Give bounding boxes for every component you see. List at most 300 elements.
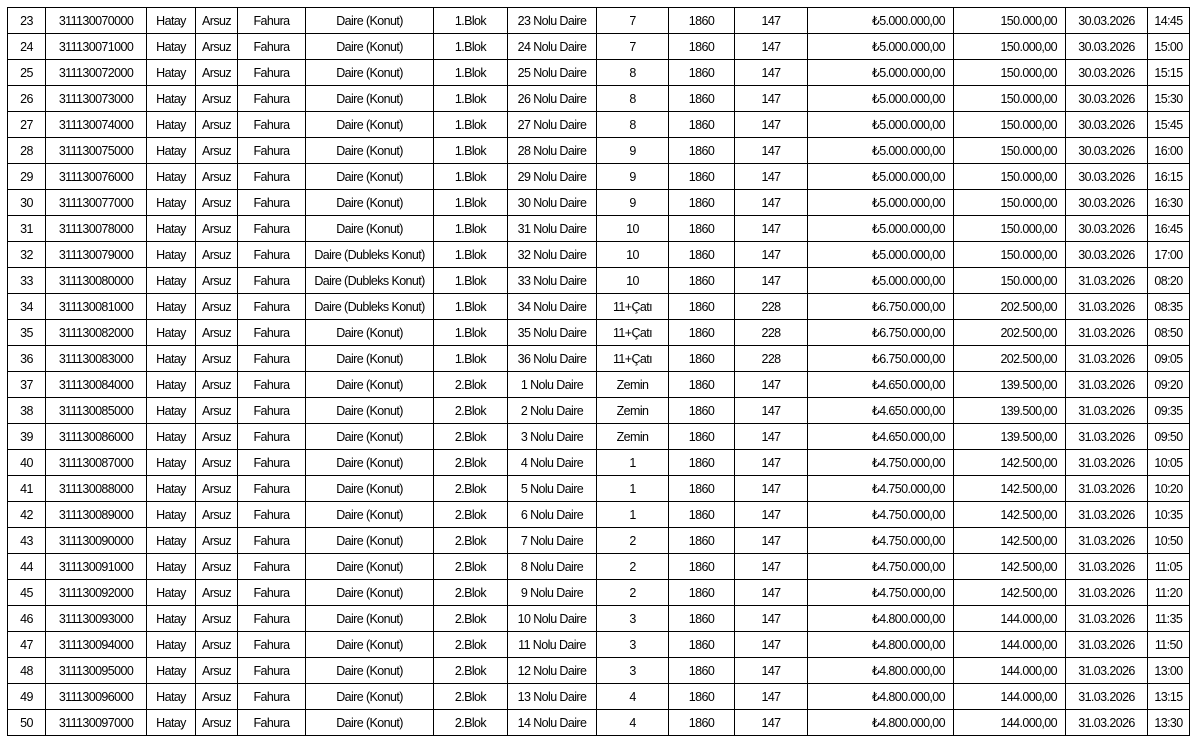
date-cell: 31.03.2026: [1066, 346, 1148, 372]
parcel-cell: 1860: [669, 268, 735, 294]
parcel-id-cell: 311130085000: [46, 398, 147, 424]
province-cell: Hatay: [147, 632, 196, 658]
deposit-cell: 139.500,00: [954, 398, 1066, 424]
parcel-cell: 1860: [669, 216, 735, 242]
price-cell: ₺4.750.000,00: [808, 528, 954, 554]
price-cell: ₺5.000.000,00: [808, 112, 954, 138]
floor-cell: Zemin: [597, 398, 669, 424]
district-cell: Arsuz: [196, 684, 238, 710]
property-type-cell: Daire (Konut): [306, 554, 434, 580]
parcel-id-cell: 311130095000: [46, 658, 147, 684]
price-cell: ₺5.000.000,00: [808, 60, 954, 86]
neighborhood-cell: Fahura: [238, 138, 306, 164]
parcel-id-cell: 311130096000: [46, 684, 147, 710]
time-cell: 09:50: [1148, 424, 1190, 450]
floor-cell: 8: [597, 112, 669, 138]
property-type-cell: Daire (Konut): [306, 528, 434, 554]
district-cell: Arsuz: [196, 60, 238, 86]
deposit-cell: 144.000,00: [954, 658, 1066, 684]
row-number-cell: 42: [8, 502, 46, 528]
province-cell: Hatay: [147, 528, 196, 554]
parcel-id-cell: 311130083000: [46, 346, 147, 372]
time-cell: 11:50: [1148, 632, 1190, 658]
row-number-cell: 24: [8, 34, 46, 60]
unit-cell: 35 Nolu Daire: [508, 320, 597, 346]
floor-cell: 4: [597, 684, 669, 710]
date-cell: 31.03.2026: [1066, 632, 1148, 658]
date-cell: 31.03.2026: [1066, 554, 1148, 580]
time-cell: 13:30: [1148, 710, 1190, 736]
price-cell: ₺4.800.000,00: [808, 606, 954, 632]
parcel-cell: 1860: [669, 450, 735, 476]
unit-cell: 5 Nolu Daire: [508, 476, 597, 502]
row-number-cell: 23: [8, 8, 46, 34]
province-cell: Hatay: [147, 216, 196, 242]
price-cell: ₺6.750.000,00: [808, 294, 954, 320]
property-type-cell: Daire (Konut): [306, 372, 434, 398]
parcel-id-cell: 311130086000: [46, 424, 147, 450]
deposit-cell: 150.000,00: [954, 164, 1066, 190]
floor-cell: 4: [597, 710, 669, 736]
block-cell: 1.Blok: [434, 138, 508, 164]
auction-table-container: [7, 7, 1189, 736]
deposit-cell: 150.000,00: [954, 216, 1066, 242]
row-number-cell: 29: [8, 164, 46, 190]
property-auction-table: [7, 7, 1190, 736]
floor-cell: 9: [597, 190, 669, 216]
time-cell: 09:20: [1148, 372, 1190, 398]
area-cell: 147: [735, 476, 808, 502]
property-type-cell: Daire (Konut): [306, 424, 434, 450]
district-cell: Arsuz: [196, 294, 238, 320]
neighborhood-cell: Fahura: [238, 710, 306, 736]
area-cell: 147: [735, 268, 808, 294]
neighborhood-cell: Fahura: [238, 190, 306, 216]
neighborhood-cell: Fahura: [238, 450, 306, 476]
province-cell: Hatay: [147, 502, 196, 528]
price-cell: ₺5.000.000,00: [808, 242, 954, 268]
block-cell: 2.Blok: [434, 476, 508, 502]
table-row: [8, 580, 1190, 606]
row-number-cell: 45: [8, 580, 46, 606]
floor-cell: 7: [597, 8, 669, 34]
deposit-cell: 144.000,00: [954, 632, 1066, 658]
property-type-cell: Daire (Konut): [306, 190, 434, 216]
parcel-cell: 1860: [669, 242, 735, 268]
unit-cell: 31 Nolu Daire: [508, 216, 597, 242]
area-cell: 147: [735, 138, 808, 164]
row-number-cell: 46: [8, 606, 46, 632]
time-cell: 15:00: [1148, 34, 1190, 60]
neighborhood-cell: Fahura: [238, 216, 306, 242]
unit-cell: 2 Nolu Daire: [508, 398, 597, 424]
block-cell: 2.Blok: [434, 658, 508, 684]
date-cell: 31.03.2026: [1066, 476, 1148, 502]
province-cell: Hatay: [147, 294, 196, 320]
property-type-cell: Daire (Dubleks Konut): [306, 294, 434, 320]
row-number-cell: 33: [8, 268, 46, 294]
floor-cell: 8: [597, 86, 669, 112]
area-cell: 147: [735, 86, 808, 112]
time-cell: 16:00: [1148, 138, 1190, 164]
price-cell: ₺4.800.000,00: [808, 658, 954, 684]
price-cell: ₺4.650.000,00: [808, 424, 954, 450]
table-row: [8, 294, 1190, 320]
row-number-cell: 30: [8, 190, 46, 216]
block-cell: 2.Blok: [434, 606, 508, 632]
table-body: [8, 8, 1190, 736]
row-number-cell: 34: [8, 294, 46, 320]
floor-cell: Zemin: [597, 372, 669, 398]
province-cell: Hatay: [147, 112, 196, 138]
date-cell: 31.03.2026: [1066, 320, 1148, 346]
time-cell: 08:20: [1148, 268, 1190, 294]
row-number-cell: 31: [8, 216, 46, 242]
block-cell: 2.Blok: [434, 528, 508, 554]
row-number-cell: 44: [8, 554, 46, 580]
neighborhood-cell: Fahura: [238, 372, 306, 398]
district-cell: Arsuz: [196, 86, 238, 112]
deposit-cell: 144.000,00: [954, 710, 1066, 736]
parcel-cell: 1860: [669, 190, 735, 216]
parcel-id-cell: 311130097000: [46, 710, 147, 736]
neighborhood-cell: Fahura: [238, 320, 306, 346]
floor-cell: 2: [597, 580, 669, 606]
block-cell: 2.Blok: [434, 398, 508, 424]
deposit-cell: 202.500,00: [954, 346, 1066, 372]
row-number-cell: 39: [8, 424, 46, 450]
parcel-cell: 1860: [669, 112, 735, 138]
property-type-cell: Daire (Konut): [306, 632, 434, 658]
date-cell: 31.03.2026: [1066, 424, 1148, 450]
deposit-cell: 139.500,00: [954, 424, 1066, 450]
time-cell: 17:00: [1148, 242, 1190, 268]
district-cell: Arsuz: [196, 450, 238, 476]
deposit-cell: 142.500,00: [954, 502, 1066, 528]
date-cell: 30.03.2026: [1066, 216, 1148, 242]
parcel-cell: 1860: [669, 164, 735, 190]
neighborhood-cell: Fahura: [238, 164, 306, 190]
district-cell: Arsuz: [196, 242, 238, 268]
property-type-cell: Daire (Konut): [306, 320, 434, 346]
floor-cell: 10: [597, 242, 669, 268]
floor-cell: 2: [597, 528, 669, 554]
property-type-cell: Daire (Dubleks Konut): [306, 242, 434, 268]
date-cell: 30.03.2026: [1066, 138, 1148, 164]
time-cell: 15:45: [1148, 112, 1190, 138]
price-cell: ₺6.750.000,00: [808, 320, 954, 346]
parcel-cell: 1860: [669, 606, 735, 632]
table-row: [8, 372, 1190, 398]
unit-cell: 3 Nolu Daire: [508, 424, 597, 450]
time-cell: 08:50: [1148, 320, 1190, 346]
parcel-id-cell: 311130072000: [46, 60, 147, 86]
neighborhood-cell: Fahura: [238, 242, 306, 268]
price-cell: ₺4.750.000,00: [808, 580, 954, 606]
floor-cell: 11+Çatı: [597, 294, 669, 320]
unit-cell: 26 Nolu Daire: [508, 86, 597, 112]
unit-cell: 9 Nolu Daire: [508, 580, 597, 606]
time-cell: 10:50: [1148, 528, 1190, 554]
district-cell: Arsuz: [196, 190, 238, 216]
time-cell: 15:15: [1148, 60, 1190, 86]
table-row: [8, 164, 1190, 190]
row-number-cell: 41: [8, 476, 46, 502]
parcel-cell: 1860: [669, 398, 735, 424]
date-cell: 30.03.2026: [1066, 60, 1148, 86]
date-cell: 30.03.2026: [1066, 34, 1148, 60]
table-row: [8, 632, 1190, 658]
district-cell: Arsuz: [196, 164, 238, 190]
unit-cell: 10 Nolu Daire: [508, 606, 597, 632]
district-cell: Arsuz: [196, 554, 238, 580]
parcel-id-cell: 311130073000: [46, 86, 147, 112]
neighborhood-cell: Fahura: [238, 294, 306, 320]
table-row: [8, 450, 1190, 476]
table-row: [8, 606, 1190, 632]
deposit-cell: 150.000,00: [954, 190, 1066, 216]
floor-cell: 8: [597, 60, 669, 86]
block-cell: 1.Blok: [434, 346, 508, 372]
property-type-cell: Daire (Konut): [306, 684, 434, 710]
table-row: [8, 710, 1190, 736]
property-type-cell: Daire (Konut): [306, 658, 434, 684]
unit-cell: 32 Nolu Daire: [508, 242, 597, 268]
neighborhood-cell: Fahura: [238, 528, 306, 554]
table-row: [8, 554, 1190, 580]
time-cell: 15:30: [1148, 86, 1190, 112]
unit-cell: 1 Nolu Daire: [508, 372, 597, 398]
parcel-cell: 1860: [669, 658, 735, 684]
floor-cell: 10: [597, 216, 669, 242]
unit-cell: 6 Nolu Daire: [508, 502, 597, 528]
deposit-cell: 142.500,00: [954, 450, 1066, 476]
district-cell: Arsuz: [196, 476, 238, 502]
unit-cell: 4 Nolu Daire: [508, 450, 597, 476]
province-cell: Hatay: [147, 242, 196, 268]
date-cell: 31.03.2026: [1066, 580, 1148, 606]
price-cell: ₺4.750.000,00: [808, 502, 954, 528]
property-type-cell: Daire (Konut): [306, 34, 434, 60]
unit-cell: 34 Nolu Daire: [508, 294, 597, 320]
province-cell: Hatay: [147, 346, 196, 372]
unit-cell: 8 Nolu Daire: [508, 554, 597, 580]
parcel-cell: 1860: [669, 632, 735, 658]
block-cell: 2.Blok: [434, 450, 508, 476]
row-number-cell: 38: [8, 398, 46, 424]
property-type-cell: Daire (Konut): [306, 86, 434, 112]
floor-cell: 2: [597, 554, 669, 580]
deposit-cell: 150.000,00: [954, 112, 1066, 138]
province-cell: Hatay: [147, 8, 196, 34]
district-cell: Arsuz: [196, 580, 238, 606]
deposit-cell: 202.500,00: [954, 294, 1066, 320]
table-row: [8, 398, 1190, 424]
block-cell: 2.Blok: [434, 710, 508, 736]
time-cell: 09:35: [1148, 398, 1190, 424]
price-cell: ₺5.000.000,00: [808, 190, 954, 216]
date-cell: 30.03.2026: [1066, 86, 1148, 112]
neighborhood-cell: Fahura: [238, 346, 306, 372]
neighborhood-cell: Fahura: [238, 86, 306, 112]
deposit-cell: 150.000,00: [954, 60, 1066, 86]
block-cell: 2.Blok: [434, 632, 508, 658]
property-type-cell: Daire (Dubleks Konut): [306, 268, 434, 294]
price-cell: ₺6.750.000,00: [808, 346, 954, 372]
row-number-cell: 48: [8, 658, 46, 684]
property-type-cell: Daire (Konut): [306, 450, 434, 476]
time-cell: 13:15: [1148, 684, 1190, 710]
parcel-cell: 1860: [669, 372, 735, 398]
district-cell: Arsuz: [196, 528, 238, 554]
neighborhood-cell: Fahura: [238, 580, 306, 606]
date-cell: 30.03.2026: [1066, 8, 1148, 34]
date-cell: 31.03.2026: [1066, 710, 1148, 736]
district-cell: Arsuz: [196, 502, 238, 528]
deposit-cell: 142.500,00: [954, 528, 1066, 554]
table-row: [8, 34, 1190, 60]
neighborhood-cell: Fahura: [238, 502, 306, 528]
parcel-id-cell: 311130091000: [46, 554, 147, 580]
neighborhood-cell: Fahura: [238, 112, 306, 138]
unit-cell: 14 Nolu Daire: [508, 710, 597, 736]
unit-cell: 33 Nolu Daire: [508, 268, 597, 294]
row-number-cell: 28: [8, 138, 46, 164]
unit-cell: 27 Nolu Daire: [508, 112, 597, 138]
parcel-cell: 1860: [669, 34, 735, 60]
deposit-cell: 202.500,00: [954, 320, 1066, 346]
row-number-cell: 36: [8, 346, 46, 372]
parcel-cell: 1860: [669, 60, 735, 86]
property-type-cell: Daire (Konut): [306, 112, 434, 138]
table-row: [8, 138, 1190, 164]
price-cell: ₺5.000.000,00: [808, 216, 954, 242]
area-cell: 147: [735, 632, 808, 658]
parcel-cell: 1860: [669, 554, 735, 580]
province-cell: Hatay: [147, 60, 196, 86]
neighborhood-cell: Fahura: [238, 268, 306, 294]
property-type-cell: Daire (Konut): [306, 710, 434, 736]
province-cell: Hatay: [147, 372, 196, 398]
time-cell: 16:45: [1148, 216, 1190, 242]
floor-cell: 9: [597, 164, 669, 190]
unit-cell: 7 Nolu Daire: [508, 528, 597, 554]
block-cell: 1.Blok: [434, 216, 508, 242]
time-cell: 10:05: [1148, 450, 1190, 476]
district-cell: Arsuz: [196, 8, 238, 34]
parcel-id-cell: 311130071000: [46, 34, 147, 60]
price-cell: ₺4.750.000,00: [808, 450, 954, 476]
area-cell: 147: [735, 60, 808, 86]
neighborhood-cell: Fahura: [238, 658, 306, 684]
parcel-cell: 1860: [669, 684, 735, 710]
deposit-cell: 144.000,00: [954, 684, 1066, 710]
parcel-id-cell: 311130087000: [46, 450, 147, 476]
province-cell: Hatay: [147, 450, 196, 476]
province-cell: Hatay: [147, 658, 196, 684]
property-type-cell: Daire (Konut): [306, 476, 434, 502]
row-number-cell: 49: [8, 684, 46, 710]
neighborhood-cell: Fahura: [238, 554, 306, 580]
time-cell: 09:05: [1148, 346, 1190, 372]
area-cell: 147: [735, 242, 808, 268]
parcel-cell: 1860: [669, 580, 735, 606]
block-cell: 1.Blok: [434, 8, 508, 34]
block-cell: 1.Blok: [434, 86, 508, 112]
table-row: [8, 658, 1190, 684]
unit-cell: 25 Nolu Daire: [508, 60, 597, 86]
province-cell: Hatay: [147, 554, 196, 580]
floor-cell: 1: [597, 450, 669, 476]
block-cell: 2.Blok: [434, 424, 508, 450]
area-cell: 228: [735, 294, 808, 320]
row-number-cell: 25: [8, 60, 46, 86]
row-number-cell: 35: [8, 320, 46, 346]
property-type-cell: Daire (Konut): [306, 8, 434, 34]
province-cell: Hatay: [147, 268, 196, 294]
parcel-cell: 1860: [669, 502, 735, 528]
row-number-cell: 50: [8, 710, 46, 736]
table-row: [8, 8, 1190, 34]
time-cell: 11:05: [1148, 554, 1190, 580]
province-cell: Hatay: [147, 476, 196, 502]
property-type-cell: Daire (Konut): [306, 346, 434, 372]
deposit-cell: 150.000,00: [954, 242, 1066, 268]
parcel-id-cell: 311130078000: [46, 216, 147, 242]
parcel-cell: 1860: [669, 8, 735, 34]
parcel-cell: 1860: [669, 528, 735, 554]
deposit-cell: 150.000,00: [954, 138, 1066, 164]
parcel-cell: 1860: [669, 710, 735, 736]
row-number-cell: 27: [8, 112, 46, 138]
parcel-id-cell: 311130079000: [46, 242, 147, 268]
unit-cell: 30 Nolu Daire: [508, 190, 597, 216]
deposit-cell: 142.500,00: [954, 476, 1066, 502]
deposit-cell: 150.000,00: [954, 268, 1066, 294]
date-cell: 31.03.2026: [1066, 606, 1148, 632]
property-type-cell: Daire (Konut): [306, 398, 434, 424]
price-cell: ₺4.750.000,00: [808, 476, 954, 502]
district-cell: Arsuz: [196, 268, 238, 294]
neighborhood-cell: Fahura: [238, 34, 306, 60]
table-row: [8, 476, 1190, 502]
province-cell: Hatay: [147, 320, 196, 346]
province-cell: Hatay: [147, 710, 196, 736]
floor-cell: 9: [597, 138, 669, 164]
area-cell: 147: [735, 450, 808, 476]
time-cell: 16:15: [1148, 164, 1190, 190]
block-cell: 1.Blok: [434, 34, 508, 60]
area-cell: 147: [735, 216, 808, 242]
date-cell: 30.03.2026: [1066, 112, 1148, 138]
parcel-id-cell: 311130093000: [46, 606, 147, 632]
parcel-cell: 1860: [669, 86, 735, 112]
area-cell: 147: [735, 190, 808, 216]
district-cell: Arsuz: [196, 710, 238, 736]
price-cell: ₺4.800.000,00: [808, 684, 954, 710]
date-cell: 30.03.2026: [1066, 164, 1148, 190]
district-cell: Arsuz: [196, 320, 238, 346]
area-cell: 147: [735, 528, 808, 554]
area-cell: 147: [735, 424, 808, 450]
table-row: [8, 502, 1190, 528]
parcel-cell: 1860: [669, 138, 735, 164]
parcel-id-cell: 311130092000: [46, 580, 147, 606]
date-cell: 31.03.2026: [1066, 658, 1148, 684]
province-cell: Hatay: [147, 86, 196, 112]
time-cell: 08:35: [1148, 294, 1190, 320]
parcel-id-cell: 311130076000: [46, 164, 147, 190]
